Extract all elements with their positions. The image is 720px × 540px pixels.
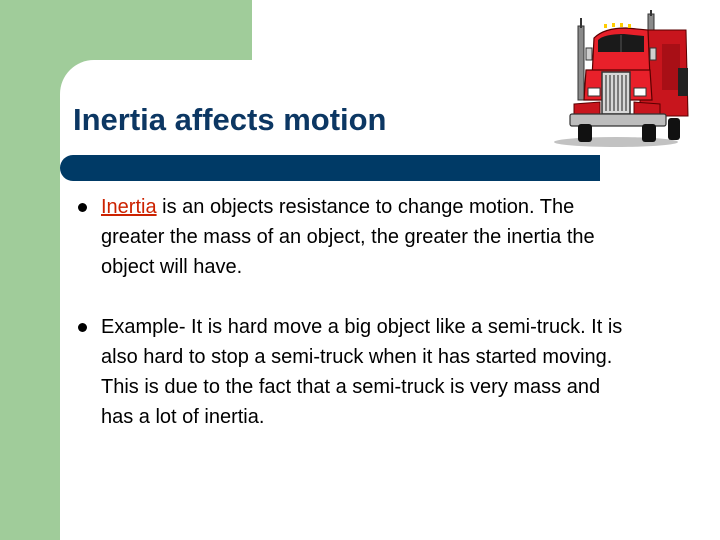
bullet-line: This is due to the fact that a semi-truck is very mass and xyxy=(101,376,601,398)
bullet-line: object will have. xyxy=(101,256,243,278)
bullet-line: Example- It is hard move a big object like a semi-truck. It is xyxy=(101,316,623,338)
bullet-item-example xyxy=(76,312,720,432)
bullet-dot-icon xyxy=(78,203,87,212)
slide-title: Inertia affects motion xyxy=(73,102,387,137)
semi-truck-icon xyxy=(544,8,692,148)
bullet-line: also hard to stop a semi-truck when it has started moving. xyxy=(101,346,613,368)
title-underline-bar xyxy=(60,155,600,181)
bullet-text xyxy=(101,192,720,282)
bullet-list xyxy=(76,192,720,432)
bullet-text xyxy=(101,312,720,432)
bullet-line: greater the mass of an object, the greater the inertia the xyxy=(101,226,595,248)
bullet-line: is an objects resistance to change motion. The xyxy=(156,196,575,218)
bullet-item-inertia-definition xyxy=(76,192,720,282)
bullet-line: has a lot of inertia. xyxy=(101,406,265,428)
inertia-keyword-link[interactable]: Inertia xyxy=(101,196,157,218)
bullet-dot-icon xyxy=(78,323,87,332)
